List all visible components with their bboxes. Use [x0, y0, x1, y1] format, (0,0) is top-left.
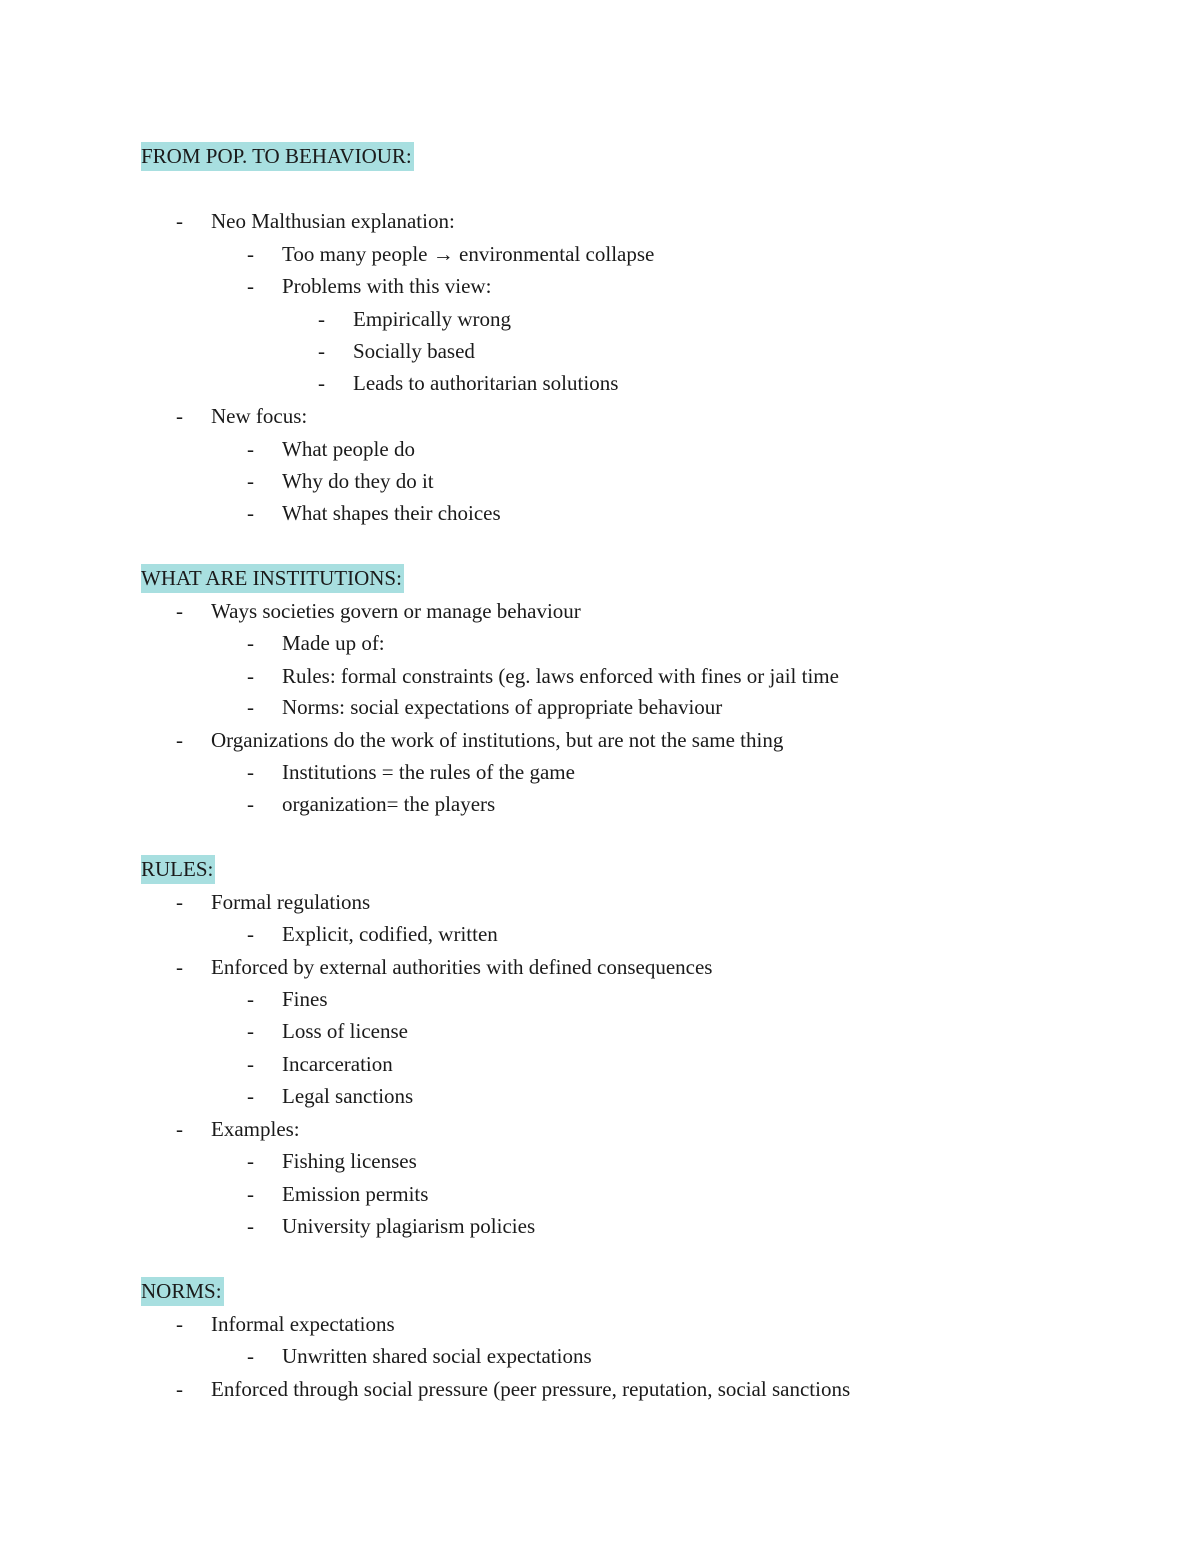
list-item [0, 1016, 1200, 1046]
bullet-dash: - [247, 1019, 254, 1043]
list-item [0, 1374, 1200, 1404]
list-item-text: What people do [282, 437, 415, 461]
list-item-text: Neo Malthusian explanation: [211, 209, 455, 233]
bullet-dash: - [247, 437, 254, 461]
list-item [0, 304, 1200, 334]
bullet-dash: - [176, 955, 183, 979]
list-item-text: Empirically wrong [353, 307, 512, 331]
list-item-text: Informal expectations [211, 1312, 395, 1336]
list-item [0, 628, 1200, 658]
bullet-dash: - [176, 728, 183, 752]
bullet-dash: - [247, 631, 254, 655]
list-item-text: Ways societies govern or manage behaviour [211, 599, 581, 623]
bullet-dash: - [247, 922, 254, 946]
list-item [0, 1309, 1200, 1339]
bullet-dash: - [247, 664, 254, 688]
list-item [0, 1211, 1200, 1241]
list-item [0, 1179, 1200, 1209]
bullet-dash: - [247, 274, 254, 298]
list-item [0, 271, 1200, 301]
list-item-text: Problems with this view: [282, 274, 492, 298]
list-item-text: Examples: [211, 1117, 300, 1141]
list-item-text: organization= the players [282, 792, 496, 816]
list-item [0, 466, 1200, 496]
list-item-text: University plagiarism policies [282, 1214, 536, 1238]
bullet-dash: - [247, 1344, 254, 1368]
bullet-dash: - [247, 760, 254, 784]
list-item-text: Fines [282, 987, 328, 1011]
list-item [0, 206, 1200, 236]
list-item [0, 1114, 1200, 1144]
bullet-dash: - [247, 1084, 254, 1108]
bullet-dash: - [247, 1149, 254, 1173]
list-item-text: Fishing licenses [282, 1149, 417, 1173]
list-item-text: Enforced through social pressure (peer pressure, reputation, social sanctions [211, 1377, 851, 1401]
bullet-dash: - [247, 1214, 254, 1238]
bullet-dash: - [176, 1377, 183, 1401]
list-item [0, 984, 1200, 1014]
list-item [0, 498, 1200, 528]
list-item-text: Made up of: [282, 631, 385, 655]
bullet-dash: - [247, 695, 254, 719]
list-item-text: Unwritten shared social expectations [282, 1344, 592, 1368]
list-item [0, 757, 1200, 787]
list-item [0, 661, 1200, 691]
list-item [0, 789, 1200, 819]
list-item-text: Institutions = the rules of the game [282, 760, 575, 784]
list-item-text: Formal regulations [211, 890, 371, 914]
section-heading-norms: NORMS: [141, 1277, 224, 1306]
bullet-dash: - [318, 307, 325, 331]
list-item-text: Emission permits [282, 1182, 429, 1206]
list-item [0, 434, 1200, 464]
list-item [0, 1341, 1200, 1371]
bullet-dash: - [176, 1117, 183, 1141]
bullet-dash: - [247, 469, 254, 493]
bullet-dash: - [176, 209, 183, 233]
list-item-text: New focus: [211, 404, 308, 428]
list-item [0, 1081, 1200, 1111]
bullet-dash: - [247, 501, 254, 525]
list-item [0, 596, 1200, 626]
section-heading-from-pop-to-behaviour: FROM POP. TO BEHAVIOUR: [141, 142, 414, 171]
bullet-dash: - [247, 987, 254, 1011]
bullet-dash: - [247, 1052, 254, 1076]
bullet-dash: - [318, 371, 325, 395]
list-item [0, 952, 1200, 982]
list-item [0, 239, 1200, 269]
list-item [0, 692, 1200, 722]
list-item [0, 887, 1200, 917]
list-item [0, 919, 1200, 949]
list-item-text: Incarceration [282, 1052, 393, 1076]
list-item-text: Leads to authoritarian solutions [353, 371, 619, 395]
section-heading-rules: RULES: [141, 855, 215, 884]
list-item-text: Enforced by external authorities with defined consequences [211, 955, 713, 979]
bullet-dash: - [247, 242, 254, 266]
bullet-dash: - [176, 404, 183, 428]
list-item-text: Too many people → environmental collapse [282, 242, 655, 266]
bullet-dash: - [247, 792, 254, 816]
list-item [0, 401, 1200, 431]
list-item-text: Norms: social expectations of appropriate behaviour [282, 695, 723, 719]
list-item-text: What shapes their choices [282, 501, 501, 525]
list-item-text: Legal sanctions [282, 1084, 414, 1108]
section-heading-what-are-institutions: WHAT ARE INSTITUTIONS: [141, 564, 404, 593]
list-item [0, 368, 1200, 398]
bullet-dash: - [176, 599, 183, 623]
bullet-dash: - [176, 1312, 183, 1336]
bullet-dash: - [247, 1182, 254, 1206]
list-item [0, 1049, 1200, 1079]
list-item [0, 725, 1200, 755]
list-item-text: Explicit, codified, written [282, 922, 498, 946]
list-item [0, 336, 1200, 366]
bullet-dash: - [318, 339, 325, 363]
bullet-dash: - [176, 890, 183, 914]
list-item-text: Socially based [353, 339, 475, 363]
list-item [0, 1146, 1200, 1176]
list-item-text: Why do they do it [282, 469, 434, 493]
list-item-text: Rules: formal constraints (eg. laws enforced with fines or jail time [282, 664, 839, 688]
list-item-text: Loss of license [282, 1019, 408, 1043]
list-item-text: Organizations do the work of institutions, but are not the same thing [211, 728, 784, 752]
